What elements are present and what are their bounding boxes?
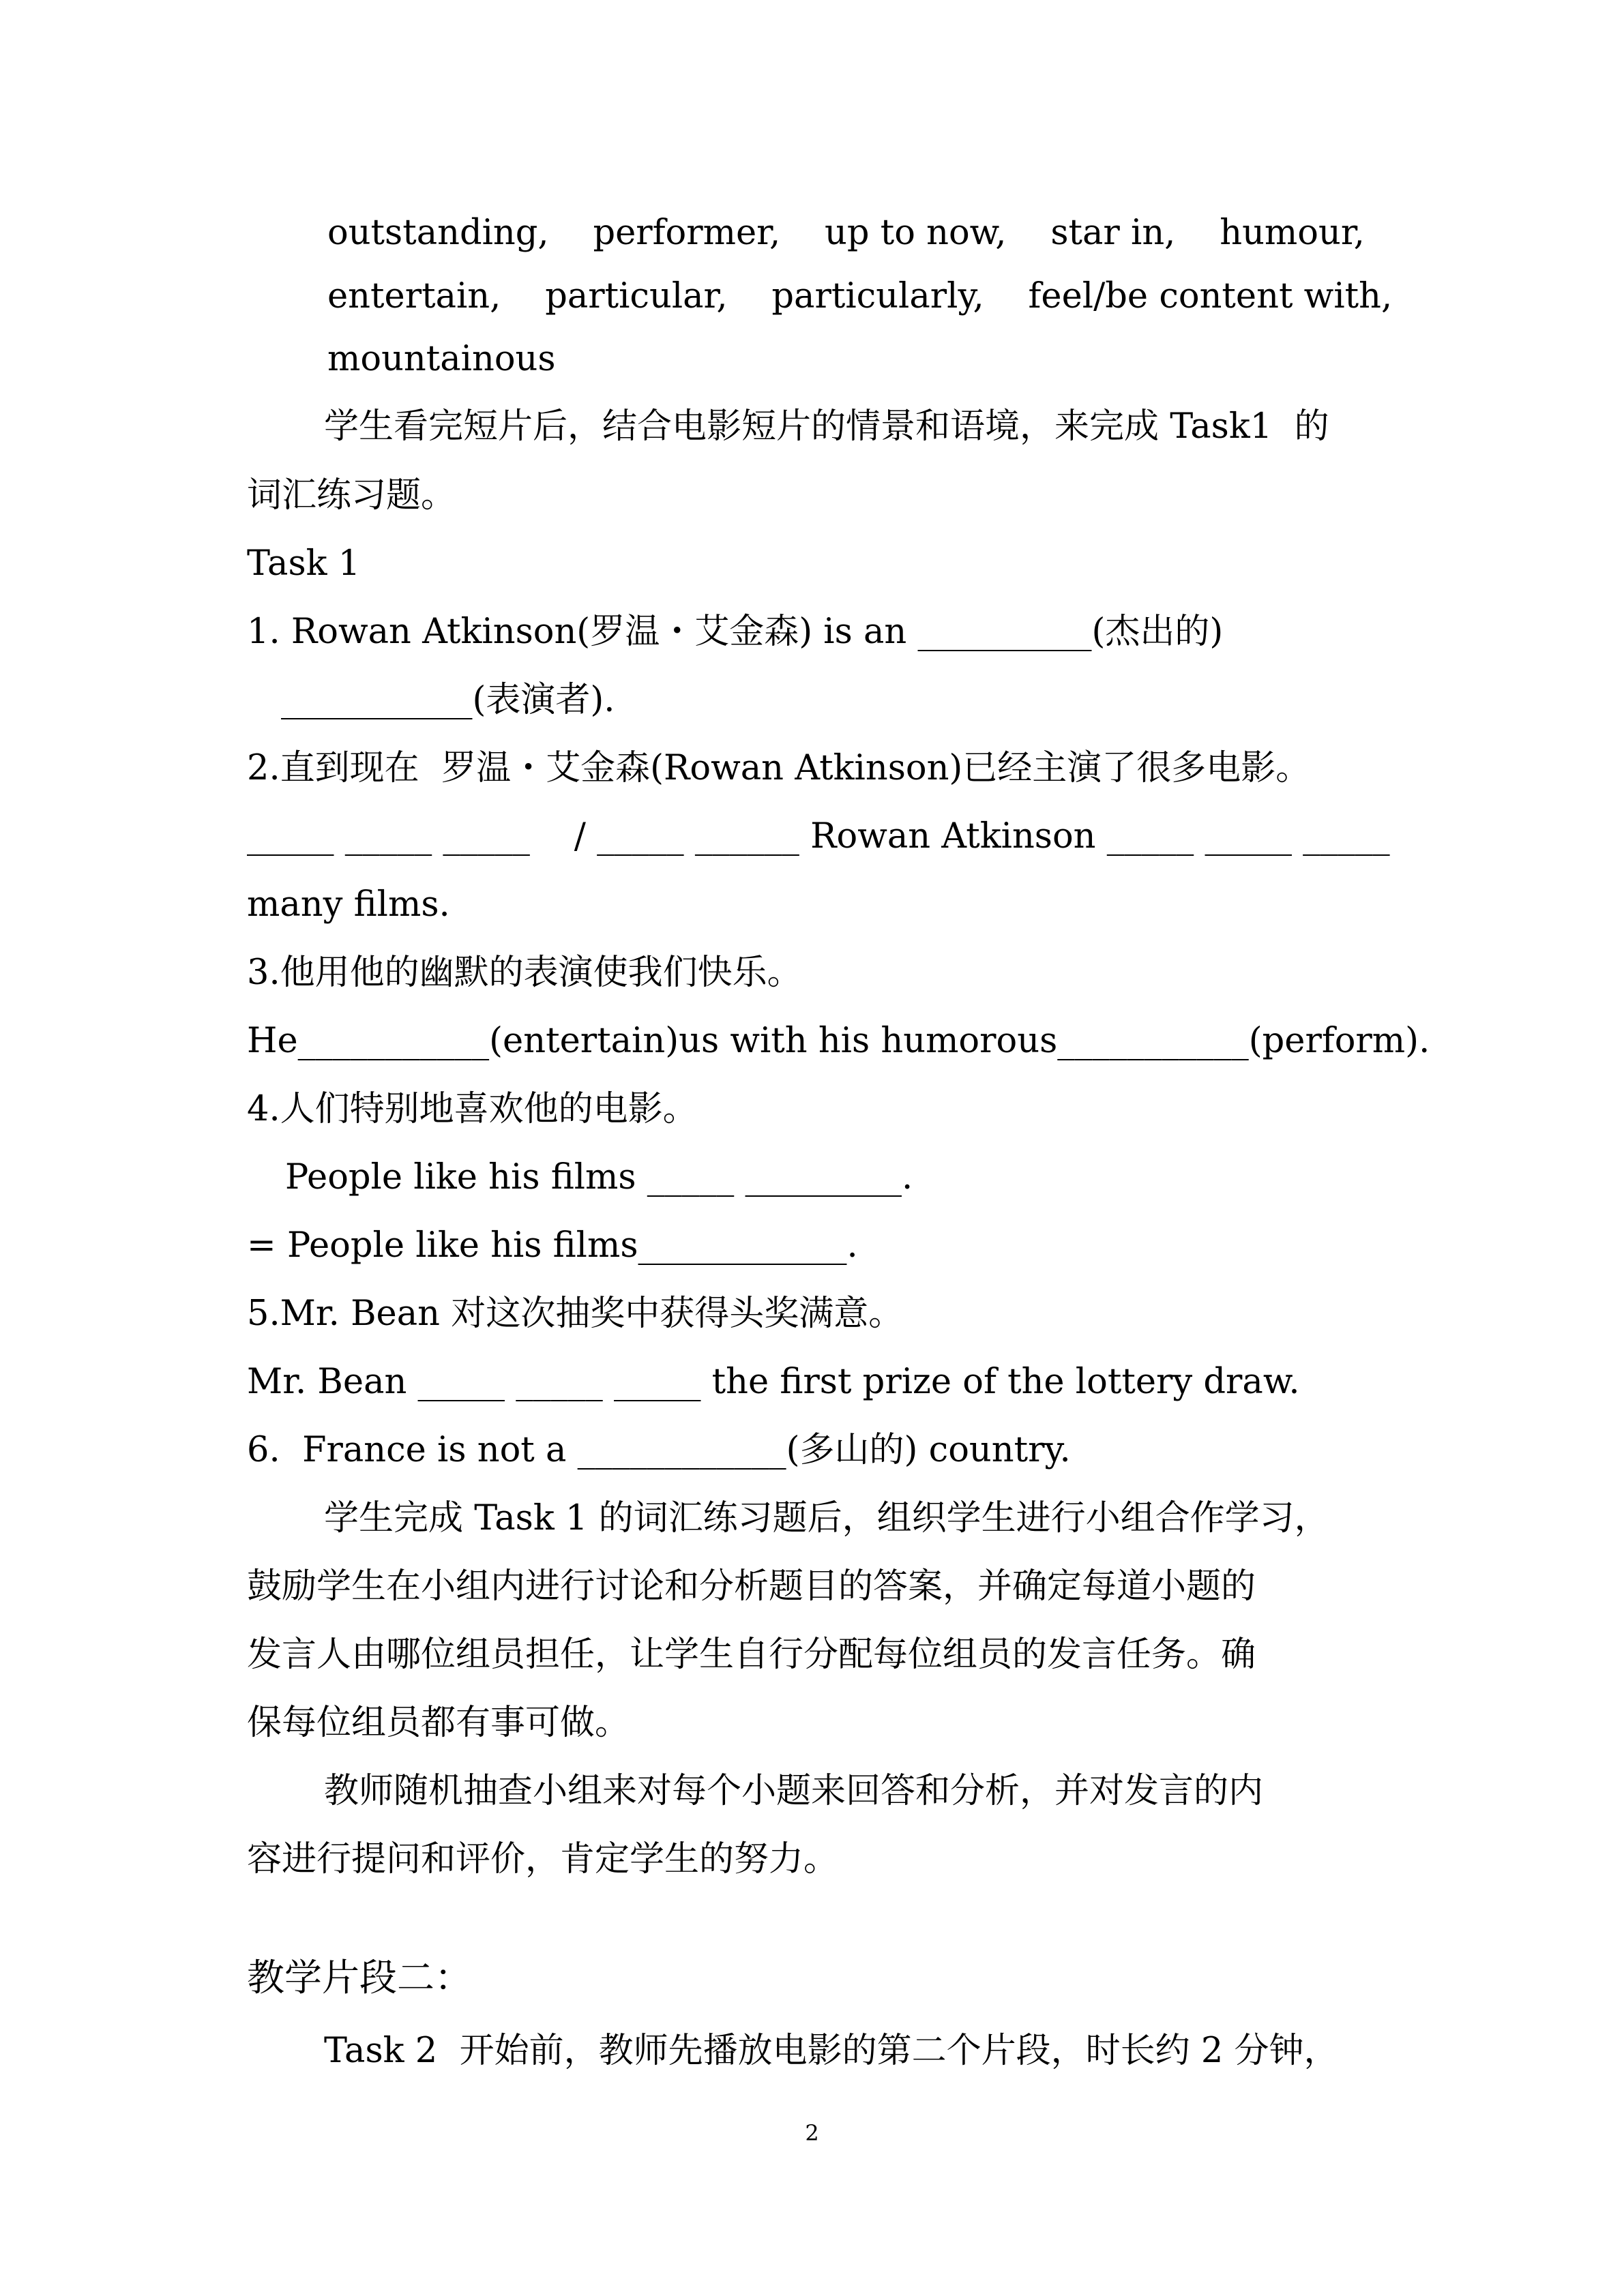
q4-line-2: People like his films _____ _________. (285, 1157, 913, 1197)
group-work-line-4: 保每位组员都有事可做。 (247, 1703, 630, 1743)
page-number: 2 (805, 2120, 819, 2146)
q5-line-2: Mr. Bean _____ _____ _____ the first prize of the lottery draw. (247, 1362, 1300, 1402)
intro-line-1: 学生看完短片后，结合电影短片的情景和语境，来完成 Task1 的 (324, 406, 1329, 447)
q3-line-2: He___________(entertain)us with his humorous___________(perform). (247, 1021, 1430, 1061)
q2-line-1: 2.直到现在 罗温・艾金森(Rowan Atkinson)已经主演了很多电影。 (247, 748, 1311, 788)
vocab-line-1: outstanding, performer, up to now, star in, humour, (327, 213, 1365, 253)
q4-line-3: = People like his films____________. (247, 1225, 858, 1266)
section-heading: 教学片段二： (247, 1956, 473, 1999)
q1-line-1: 1. Rowan Atkinson(罗温・艾金森) is an __________(杰出的) (247, 612, 1224, 652)
teacher-check-line-2: 容进行提问和评价，肯定学生的努力。 (247, 1839, 839, 1879)
q2-line-3: many films. (247, 884, 450, 925)
q4-line-1: 4.人们特别地喜欢他的电影。 (247, 1089, 698, 1129)
teacher-check-line-1: 教师随机抽查小组来对每个小题来回答和分析，并对发言的内 (324, 1771, 1264, 1811)
q5-line-1: 5.Mr. Bean 对这次抽奖中获得头奖满意。 (247, 1294, 904, 1334)
group-work-line-2: 鼓励学生在小组内进行讨论和分析题目的答案，并确定每道小题的 (247, 1566, 1256, 1607)
q6-line-1: 6. France is not a ____________(多山的) country. (247, 1430, 1071, 1470)
vocab-line-2: entertain, particular, particularly, feel/be content with, (327, 276, 1393, 316)
task1-title: Task 1 (247, 543, 361, 584)
q2-line-2: _____ _____ _____ / _____ ______ Rowan Atkinson _____ _____ _____ (247, 816, 1390, 856)
q3-line-1: 3.他用他的幽默的表演使我们快乐。 (247, 953, 802, 993)
segment2-line-1: Task 2 开始前，教师先播放电影的第二个片段，时长约 2 分钟， (324, 2031, 1339, 2071)
group-work-line-3: 发言人由哪位组员担任，让学生自行分配每位组员的发言任务。确 (247, 1635, 1256, 1675)
intro-line-2: 词汇练习题。 (247, 475, 456, 516)
group-work-line-1: 学生完成 Task 1 的词汇练习题后，组织学生进行小组合作学习， (324, 1498, 1329, 1538)
vocab-line-3: mountainous (327, 339, 556, 379)
q1-line-2: ___________(表演者). (281, 680, 615, 720)
